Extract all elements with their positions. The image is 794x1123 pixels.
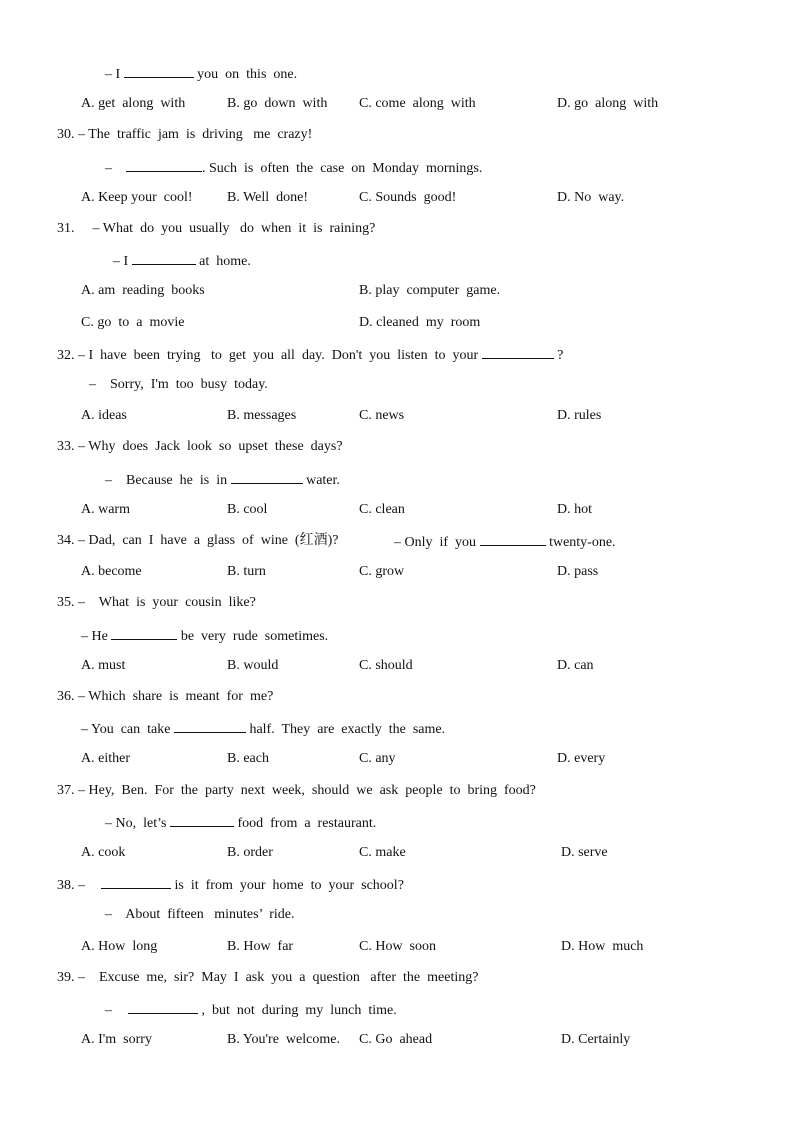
q36-answer-prefix: – You can take bbox=[81, 722, 174, 737]
q32-answer-line: – Sorry, I'm too busy today. bbox=[89, 377, 268, 392]
q30-answer-prefix: – bbox=[105, 161, 112, 176]
q29-option-b[interactable]: B. go down with bbox=[227, 96, 328, 111]
q35-answer-blank[interactable] bbox=[111, 626, 177, 640]
q39-option-c[interactable]: C. Go ahead bbox=[359, 1032, 433, 1047]
q32-option-a[interactable]: A. ideas bbox=[81, 408, 127, 423]
q30-option-a[interactable]: A. Keep your cool! bbox=[81, 190, 193, 205]
q36-option-c[interactable]: C. any bbox=[359, 751, 396, 766]
q32-question-text: – I have been trying to get you all day. Don't you listen to your bbox=[78, 348, 482, 363]
q34-question-text: – Dad, can I have a glass of wine (红酒)? bbox=[78, 533, 339, 548]
q35-question-line bbox=[57, 594, 256, 612]
q32-option-c[interactable]: C. news bbox=[359, 408, 405, 423]
q35-answer-suffix: be very rude sometimes. bbox=[177, 629, 329, 644]
q31-question-text: – What do you usually do when it is raining? bbox=[92, 221, 376, 236]
q38-number: 38. bbox=[57, 878, 75, 893]
q30-question-text: – The traffic jam is driving me crazy! bbox=[78, 127, 313, 142]
q39-question-text: – Excuse me, sir? May I ask you a question after the meeting? bbox=[78, 970, 479, 985]
q37-answer-prefix: – No, let’s bbox=[105, 816, 170, 831]
q34-question-line bbox=[57, 532, 338, 550]
q39-answer-suffix: , but not during my lunch time. bbox=[198, 1003, 397, 1018]
q34-option-a[interactable]: A. become bbox=[81, 564, 142, 579]
q29-option-c[interactable]: C. come along with bbox=[359, 96, 476, 111]
q39-number: 39. bbox=[57, 970, 75, 985]
q34-answer-line bbox=[394, 532, 616, 552]
q31-option-d[interactable]: D. cleaned my room bbox=[359, 315, 481, 330]
q35-answer-prefix: – He bbox=[81, 629, 112, 644]
q31-answer-blank[interactable] bbox=[132, 251, 196, 265]
q35-question-text: – What is your cousin like? bbox=[78, 595, 256, 610]
q31-answer-suffix: at home. bbox=[195, 254, 251, 269]
q36-answer-suffix: half. They are exactly the same. bbox=[245, 722, 446, 737]
q38-question-blank[interactable] bbox=[101, 875, 171, 889]
q37-option-b[interactable]: B. order bbox=[227, 845, 273, 860]
q31-option-a[interactable]: A. am reading books bbox=[81, 283, 205, 298]
q30-answer-blank[interactable] bbox=[126, 158, 202, 172]
q36-option-b[interactable]: B. each bbox=[227, 751, 269, 766]
q33-question-line bbox=[57, 438, 343, 456]
q34-option-c[interactable]: C. grow bbox=[359, 564, 405, 579]
q38-question-text: is it from your home to your school? bbox=[171, 878, 404, 893]
q33-answer-blank[interactable] bbox=[231, 470, 303, 484]
q38-option-b[interactable]: B. How far bbox=[227, 939, 294, 954]
q35-option-b[interactable]: B. would bbox=[227, 658, 279, 673]
q35-number: 35. bbox=[57, 595, 75, 610]
q35-option-a[interactable]: A. must bbox=[81, 658, 126, 673]
q30-answer-suffix: . Such is often the case on Monday mornings. bbox=[202, 161, 483, 176]
q37-question-text: – Hey, Ben. For the party next week, should we ask people to bring food? bbox=[78, 783, 536, 798]
q38-question-prefix: – bbox=[78, 878, 85, 893]
q33-option-b[interactable]: B. cool bbox=[227, 502, 268, 517]
q33-option-c[interactable]: C. clean bbox=[359, 502, 405, 517]
q31-option-c[interactable]: C. go to a movie bbox=[81, 315, 185, 330]
q31-option-b[interactable]: B. play computer game. bbox=[359, 283, 501, 298]
q31-answer-prefix: – I bbox=[113, 254, 132, 269]
q31-answer-line bbox=[113, 251, 251, 271]
q39-answer-blank[interactable] bbox=[128, 1000, 198, 1014]
q32-number: 32. bbox=[57, 348, 75, 363]
q33-option-d[interactable]: D. hot bbox=[557, 502, 592, 517]
q37-answer-blank[interactable] bbox=[170, 813, 234, 827]
q33-number: 33. bbox=[57, 439, 75, 454]
q33-answer-suffix: water. bbox=[302, 473, 340, 488]
q36-question-line bbox=[57, 688, 273, 706]
q36-answer-line bbox=[81, 719, 445, 739]
q36-option-d[interactable]: D. every bbox=[557, 751, 606, 766]
q30-answer-line bbox=[105, 158, 482, 178]
q29-answer-line bbox=[105, 64, 297, 84]
q32-option-b[interactable]: B. messages bbox=[227, 408, 297, 423]
q39-option-b[interactable]: B. You're welcome. bbox=[227, 1032, 340, 1047]
q29-option-d[interactable]: D. go along with bbox=[557, 96, 659, 111]
q33-question-text: – Why does Jack look so upset these days? bbox=[78, 439, 343, 454]
q35-answer-line bbox=[81, 626, 328, 646]
q37-option-c[interactable]: C. make bbox=[359, 845, 406, 860]
q37-answer-suffix: food from a restaurant. bbox=[233, 816, 377, 831]
q35-option-d[interactable]: D. can bbox=[557, 658, 594, 673]
q33-answer-line bbox=[105, 470, 340, 490]
q36-question-text: – Which share is meant for me? bbox=[78, 689, 274, 704]
q36-number: 36. bbox=[57, 689, 75, 704]
q33-option-a[interactable]: A. warm bbox=[81, 502, 130, 517]
q34-option-b[interactable]: B. turn bbox=[227, 564, 266, 579]
q36-answer-blank[interactable] bbox=[174, 719, 246, 733]
q37-option-d[interactable]: D. serve bbox=[561, 845, 608, 860]
q30-question-line bbox=[57, 126, 312, 144]
q30-number: 30. bbox=[57, 127, 75, 142]
q30-option-c[interactable]: C. Sounds good! bbox=[359, 190, 457, 205]
q36-option-a[interactable]: A. either bbox=[81, 751, 130, 766]
q37-question-line bbox=[57, 782, 536, 800]
q32-question-blank[interactable] bbox=[482, 345, 554, 359]
q34-option-d[interactable]: D. pass bbox=[557, 564, 599, 579]
q38-option-d[interactable]: D. How much bbox=[561, 939, 644, 954]
q37-answer-line bbox=[105, 813, 376, 833]
q38-question-line bbox=[57, 875, 404, 895]
q31-number: 31. bbox=[57, 221, 75, 236]
q38-option-c[interactable]: C. How soon bbox=[359, 939, 437, 954]
q39-option-a[interactable]: A. I'm sorry bbox=[81, 1032, 152, 1047]
q39-answer-line bbox=[105, 1000, 397, 1020]
q32-question-line bbox=[57, 345, 563, 365]
q29-option-a[interactable]: A. get along with bbox=[81, 96, 186, 111]
q30-option-b[interactable]: B. Well done! bbox=[227, 190, 309, 205]
q37-number: 37. bbox=[57, 783, 75, 798]
q29-answer-blank[interactable] bbox=[124, 64, 194, 78]
q32-option-d[interactable]: D. rules bbox=[557, 408, 602, 423]
q30-option-d[interactable]: D. No way. bbox=[557, 190, 625, 205]
q33-answer-prefix: – Because he is in bbox=[105, 473, 231, 488]
q34-answer-prefix: – Only if you bbox=[394, 535, 480, 550]
q34-answer-suffix: twenty-one. bbox=[545, 535, 616, 550]
q31-question-line bbox=[57, 220, 375, 238]
q37-option-a[interactable]: A. cook bbox=[81, 845, 126, 860]
q39-answer-prefix: – bbox=[105, 1003, 112, 1018]
q38-answer-line: – About fifteen minutes’ ride. bbox=[105, 907, 295, 922]
q29-answer-prefix: – I bbox=[105, 67, 124, 82]
q35-option-c[interactable]: C. should bbox=[359, 658, 413, 673]
q32-question-suffix: ? bbox=[553, 348, 564, 363]
q29-answer-suffix: you on this one. bbox=[193, 67, 298, 82]
q39-question-line bbox=[57, 969, 478, 987]
q34-number: 34. bbox=[57, 533, 75, 548]
q38-option-a[interactable]: A. How long bbox=[81, 939, 158, 954]
q34-answer-blank[interactable] bbox=[480, 532, 546, 546]
q39-option-d[interactable]: D. Certainly bbox=[561, 1032, 631, 1047]
